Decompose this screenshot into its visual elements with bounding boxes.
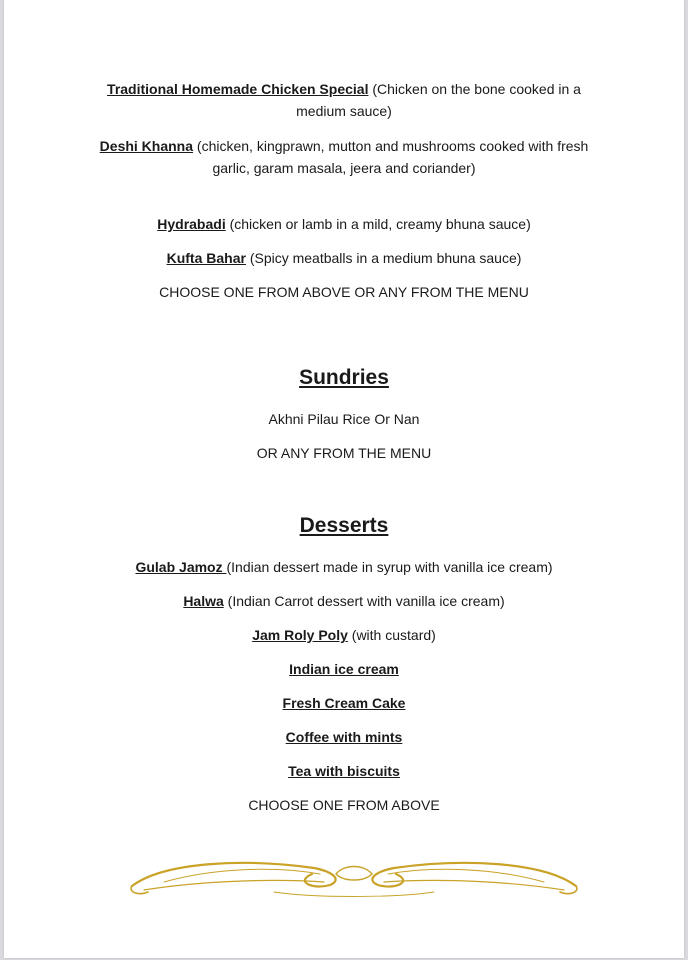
menu-item-description-cont: medium sauce) — [296, 103, 392, 119]
gold-flourish-divider-icon — [124, 852, 584, 902]
menu-item-name: Hydrabadi — [157, 216, 226, 232]
menu-item-name: Traditional Homemade Chicken Special — [107, 81, 369, 97]
dessert-item-description: (Indian dessert made in syrup with vanilla ice cream) — [226, 559, 553, 575]
menu-page — [4, 0, 684, 958]
sundries-heading: Sundries — [299, 366, 389, 389]
desserts-heading: Desserts — [299, 514, 389, 537]
dessert-item-description: (Indian Carrot dessert with vanilla ice cream) — [223, 593, 505, 609]
menu-item-name: Deshi Khanna — [99, 138, 194, 154]
dessert-item-tea-with-biscuits — [4, 760, 684, 782]
dessert-item-name: Indian ice cream — [289, 661, 399, 677]
dessert-item-name: Jam Roly Poly — [252, 627, 348, 643]
dessert-item-name: Tea with biscuits — [288, 763, 400, 779]
dessert-item-name: Halwa — [183, 593, 224, 609]
dessert-item-indian-ice-cream — [4, 658, 684, 680]
menu-item-deshi-khanna — [4, 135, 684, 157]
menu-item-description: (chicken or lamb in a mild, creamy bhuna sauce) — [225, 216, 531, 232]
dessert-item-coffee-with-mints — [4, 726, 684, 748]
sundries-note: OR ANY FROM THE MENU — [256, 445, 432, 461]
dessert-item-gulab-jamoz — [4, 556, 684, 578]
dessert-item-name: Coffee with mints — [285, 729, 403, 745]
dessert-item-halwa — [4, 590, 684, 612]
sundries-item: Akhni Pilau Rice Or Nan — [268, 411, 420, 427]
dessert-item-name: Gulab Jamoz — [135, 559, 227, 575]
dessert-item-name: Fresh Cream Cake — [282, 695, 406, 711]
menu-item-chicken-special — [4, 78, 684, 100]
menu-item-description: (chicken, kingprawn, mutton and mushrooms cooked with fresh — [193, 138, 589, 154]
dessert-item-fresh-cream-cake — [4, 692, 684, 714]
menu-item-hydrabadi — [4, 213, 684, 235]
dessert-item-description: (with custard) — [347, 627, 436, 643]
desserts-note: CHOOSE ONE FROM ABOVE — [248, 797, 440, 813]
menu-item-name: Kufta Bahar — [166, 250, 246, 266]
menu-item-description-cont: garlic, garam masala, jeera and coriander) — [212, 160, 476, 176]
menu-item-kufta-bahar — [4, 247, 684, 269]
dessert-item-jam-roly-poly — [4, 624, 684, 646]
mains-note: CHOOSE ONE FROM ABOVE OR ANY FROM THE MENU — [159, 284, 529, 300]
menu-item-description: (Spicy meatballs in a medium bhuna sauce) — [245, 250, 522, 266]
menu-item-description: (Chicken on the bone cooked in a — [368, 81, 581, 97]
